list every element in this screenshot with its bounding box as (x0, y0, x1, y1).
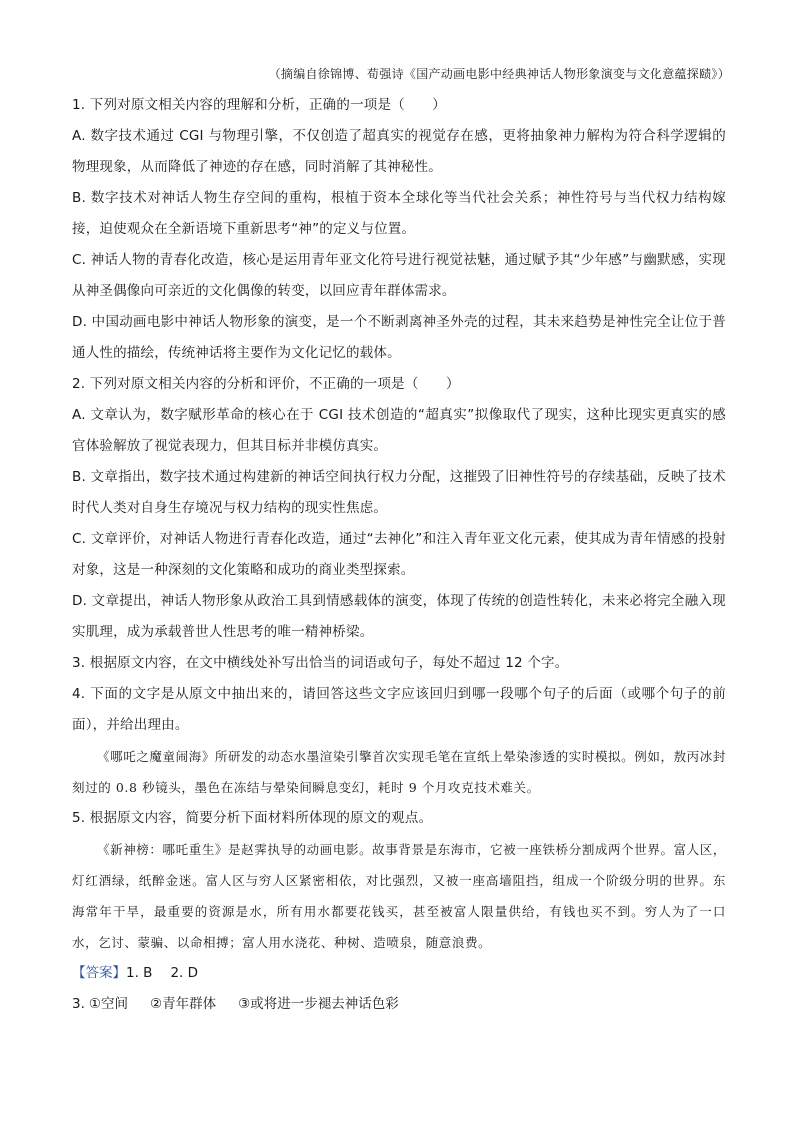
question-2-option-b: B. 文章指出，数字技术通过构建新的神话空间执行权力分配，这摧毁了旧神性符号的存续基础，反映了技术时代人类对自身生存境况与权力结构的现实性焦虑。 (72, 469, 726, 516)
answer-line-1 (72, 958, 726, 989)
question-5-stem: 5. 根据原文内容，简要分析下面材料所体现的原文的观点。 (72, 810, 433, 826)
source-citation: （摘编自徐锦博、荀强诗《国产动画电影中经典神话人物形象演变与文化意蕴探赜》） (268, 67, 730, 81)
question-2-stem: 2. 下列对原文相关内容的分析和评价，不正确的一项是（ ） (72, 376, 460, 392)
question-1-option-c: C. 神话人物的青春化改造，核心是运用青年亚文化符号进行视觉祛魅，通过赋予其“少年感”与幽默感，实现从神圣偶像向可亲近的文化偶像的转变，以回应青年群体需求。 (72, 252, 726, 299)
question-1-stem: 1. 下列对原文相关内容的理解和分析，正确的一项是（ ） (72, 97, 446, 113)
question-3-stem: 3. 根据原文内容，在文中横线处补写出恰当的词语或句子，每处不超过 12 个字。 (72, 655, 569, 671)
answer-1: 1. B (126, 965, 153, 981)
answer-3-blank-3: ③或将进一步褪去神话色彩 (238, 996, 399, 1012)
answer-3-blank-1: ①空间 (88, 996, 128, 1012)
question-1-option-b: B. 数字技术对神话人物生存空间的重构，根植于资本全球化等当代社会关系；神性符号与当代权力结构嫁接，迫使观众在全新语境下重新思考“神”的定义与位置。 (72, 190, 726, 237)
question-1-option-a: A. 数字技术通过 CGI 与物理引擎，不仅创造了超真实的视觉存在感，更将抽象神力解构为符合科学逻辑的物理现象，从而降低了神迹的存在感，同时消解了其神秘性。 (72, 128, 726, 175)
question-2-option-c: C. 文章评价，对神话人物进行青春化改造，通过“去神化”和注入青年亚文化元素，使其成为青年情感的投射对象，这是一种深刻的文化策略和成功的商业类型探索。 (72, 531, 726, 578)
question-4-stem: 4. 下面的文字是从原文中抽出来的，请回答这些文字应该回归到哪一段哪个句子的后面（或哪个句子的前面），并给出理由。 (72, 686, 726, 733)
answer-3-blank-2: ②青年群体 (150, 996, 217, 1012)
question-4-material: 《哪吒之魔童闹海》所研发的动态水墨渲染引擎首次实现毛笔在宣纸上晕染渗透的实时模拟。例如，敖丙冰封刻过的 0.8 秒镜头，墨色在冻结与晕染间瞬息变幻，耗时 9 个月攻克技术难关。 (72, 749, 726, 795)
question-2-option-d: D. 文章提出，神话人物形象从政治工具到情感载体的演变，体现了传统的创造性转化，未来必将完全融入现实肌理，成为承载普世人性思考的唯一精神桥梁。 (72, 593, 726, 640)
question-2-option-a: A. 文章认为，数字赋形革命的核心在于 CGI 技术创造的“超真实”拟像取代了现实，这种比现实更真实的感官体验解放了视觉表现力，但其目标并非模仿真实。 (72, 407, 726, 454)
question-1-option-d: D. 中国动画电影中神话人物形象的演变，是一个不断剥离神圣外壳的过程，其未来趋势是神性完全让位于普通人性的描绘，传统神话将主要作为文化记忆的载体。 (72, 314, 726, 361)
document-page (72, 64, 730, 1020)
answer-2: 2. D (170, 965, 199, 981)
answer-line-3 (72, 989, 726, 1020)
answer-label: 【答案】 (72, 965, 126, 981)
answer-3-number: 3. (72, 996, 85, 1012)
question-5-material: 《新神榜：哪吒重生》是赵霁执导的动画电影。故事背景是东海市，它被一座铁桥分割成两个世界。富人区，灯红酒绿，纸醉金迷。富人区与穷人区紧密相依，对比强烈，又被一座高墙阻挡，组成一个阶级分明的世界。东海常年干旱，最重要的资源是水，所有用水都要花钱买，甚至被富人限量供给，有钱也买不到。穷人为了一口水，乞讨、蒙骗、以命相搏；富人用水浇花、种树、造喷泉，随意浪费。 (72, 842, 726, 950)
